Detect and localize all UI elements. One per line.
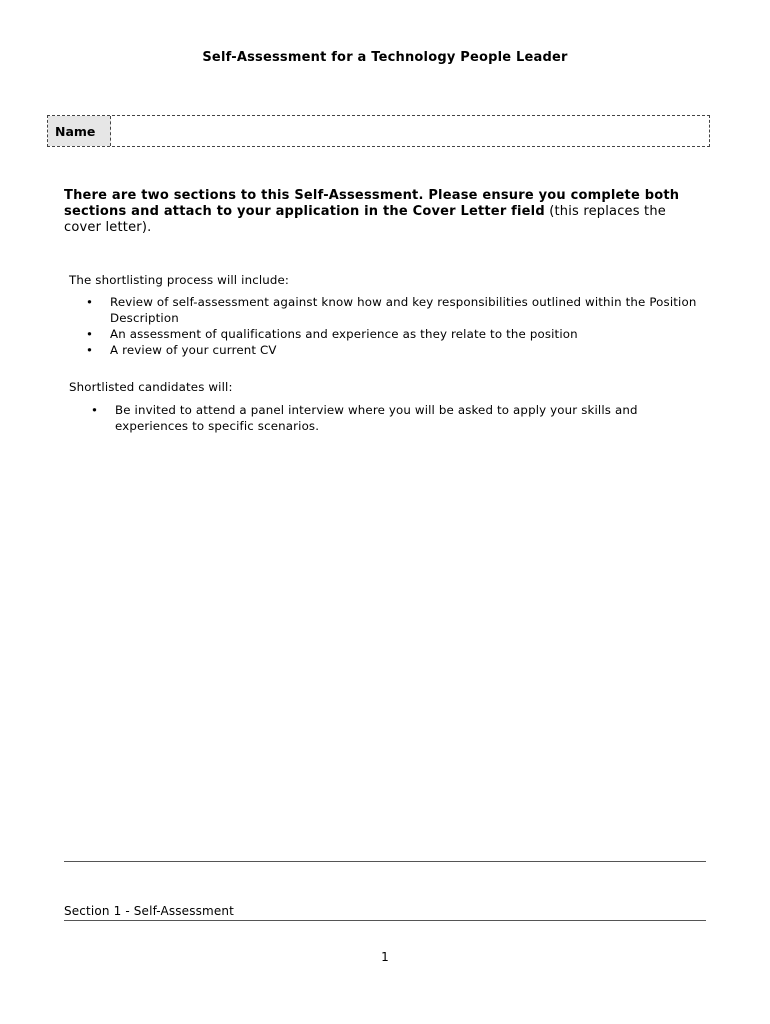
list-item [84, 326, 704, 342]
list-item-text: A review of your current CV [110, 343, 277, 357]
divider [64, 861, 706, 862]
shortlisted-list [89, 402, 704, 434]
shortlisted-heading: Shortlisted candidates will: [69, 380, 233, 394]
footer-section-label: Section 1 - Self-Assessment [64, 904, 234, 918]
bullet-icon: • [86, 327, 94, 341]
name-label: Name [48, 116, 111, 146]
shortlisting-heading: The shortlisting process will include: [69, 273, 290, 287]
name-field[interactable] [111, 116, 709, 146]
list-item-text: Review of self-assessment against know how and key responsibilities outlined within the Position Description [110, 295, 697, 325]
intro-normal-text: (this replaces the cover letter). [64, 204, 666, 235]
list-item-text: An assessment of qualifications and experience as they relate to the position [110, 327, 578, 341]
intro-bold-text: There are two sections to this Self-Assessment. Please ensure you complete both sections and attach to your application in the Cover Letter field [64, 188, 680, 219]
list-item-text: Be invited to attend a panel interview where you will be asked to apply your skills and experiences to specific scenarios. [115, 403, 638, 433]
bullet-icon: • [86, 343, 94, 357]
shortlisting-list [84, 294, 704, 358]
list-item [84, 342, 704, 358]
divider [64, 920, 706, 921]
bullet-icon: • [86, 295, 94, 309]
bullet-icon: • [91, 403, 99, 417]
list-item [89, 402, 704, 434]
list-item [84, 294, 704, 326]
name-table [47, 115, 710, 147]
page-number: 1 [381, 950, 389, 964]
document-title: Self-Assessment for a Technology People Leader [202, 50, 568, 65]
intro-paragraph [64, 188, 704, 236]
